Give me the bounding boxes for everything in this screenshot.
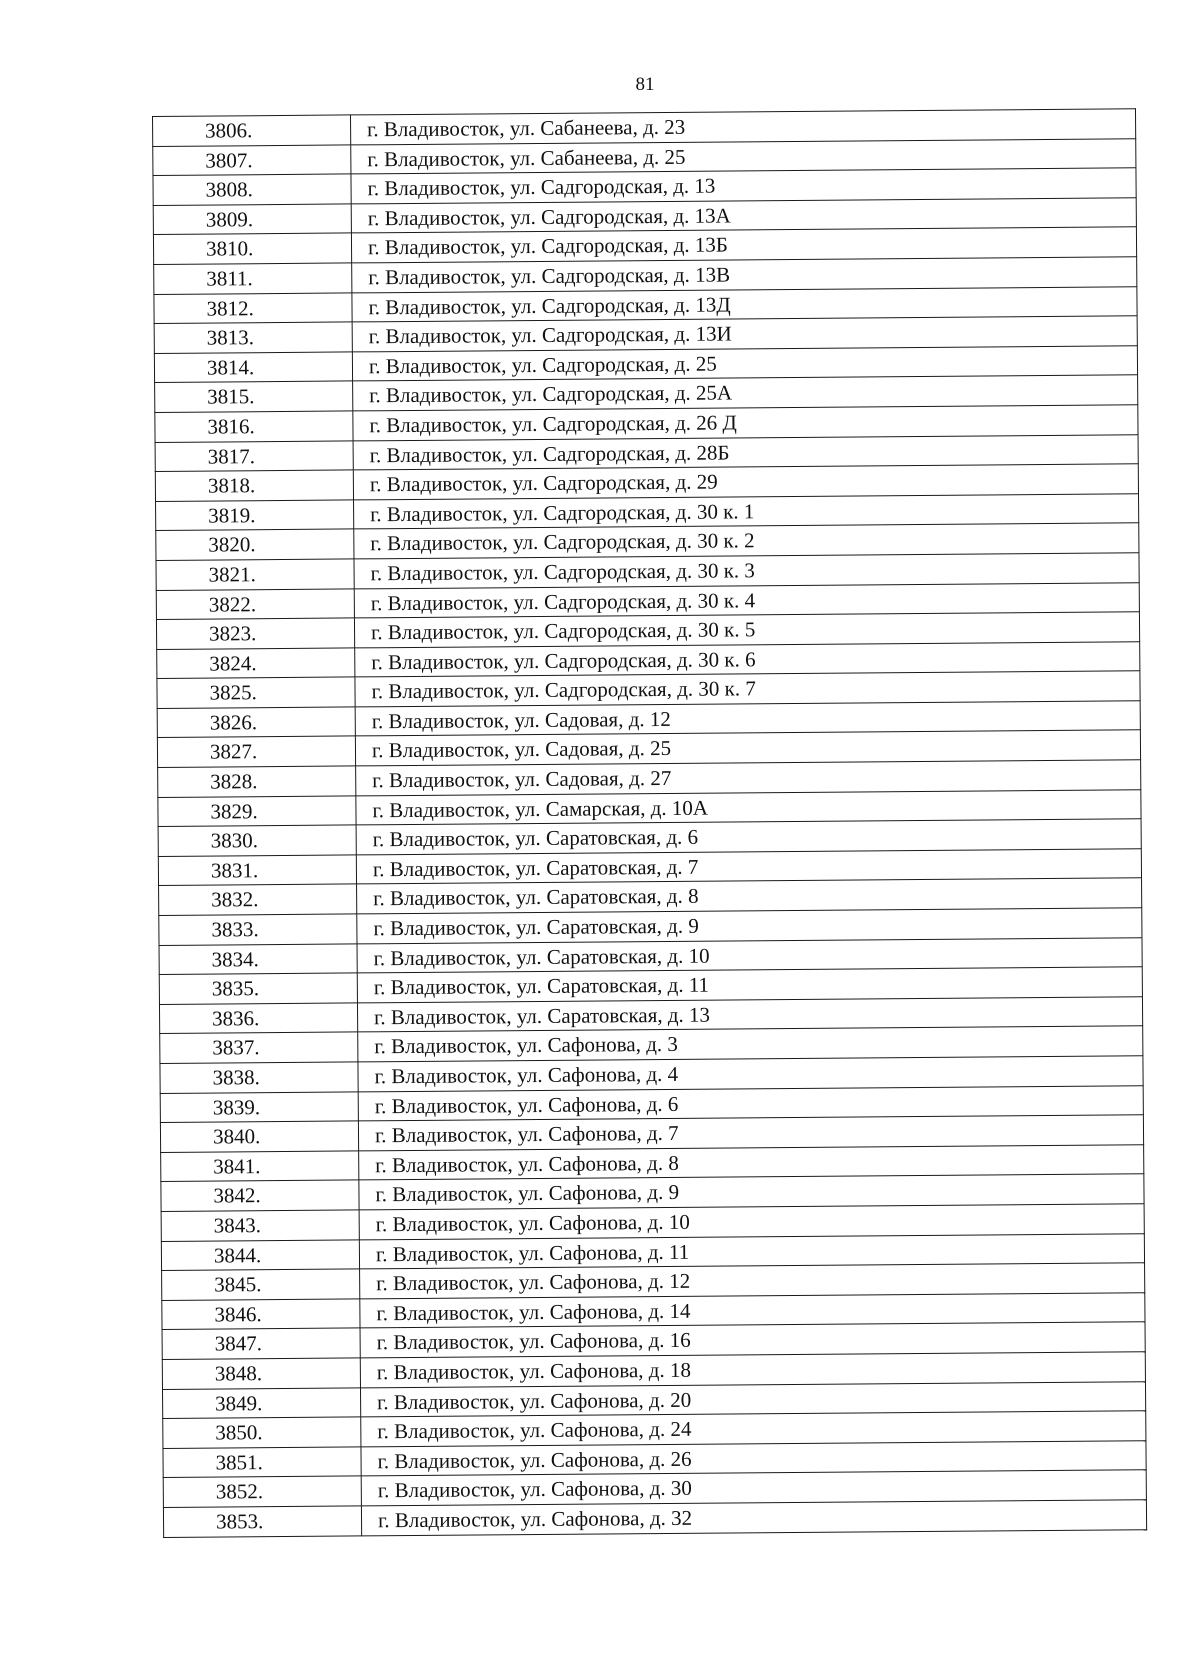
address-cell: г. Владивосток, ул. Сафонова, д. 14: [360, 1292, 1145, 1328]
address-cell: г. Владивосток, ул. Садгородская, д. 30 к. 6: [355, 641, 1140, 677]
address-cell: г. Владивосток, ул. Сафонова, д. 8: [359, 1145, 1144, 1181]
row-number-cell: 3821.: [156, 559, 354, 590]
row-number-cell: 3845.: [162, 1269, 360, 1300]
address-cell: г. Владивосток, ул. Саратовская, д. 8: [357, 878, 1142, 914]
row-number-cell: 3843.: [161, 1210, 359, 1241]
row-number-cell: 3809.: [153, 204, 351, 235]
address-table-body: [153, 109, 1147, 1537]
row-number-cell: 3844.: [161, 1239, 359, 1270]
address-cell: г. Владивосток, ул. Сафонова, д. 9: [359, 1174, 1144, 1210]
address-cell: г. Владивосток, ул. Сафонова, д. 6: [358, 1085, 1143, 1121]
address-cell: г. Владивосток, ул. Сафонова, д. 16: [360, 1322, 1145, 1358]
address-cell: г. Владивосток, ул. Садгородская, д. 26 Д: [353, 405, 1138, 441]
row-number-cell: 3838.: [160, 1062, 358, 1093]
address-cell: г. Владивосток, ул. Сабанеева, д. 23: [350, 109, 1135, 145]
address-cell: г. Владивосток, ул. Сафонова, д. 12: [360, 1263, 1145, 1299]
address-table: [152, 108, 1147, 1537]
address-cell: г. Владивосток, ул. Саратовская, д. 9: [357, 908, 1142, 944]
address-cell: г. Владивосток, ул. Сабанеева, д. 25: [351, 138, 1136, 174]
address-cell: г. Владивосток, ул. Садгородская, д. 25А: [353, 375, 1138, 411]
address-cell: г. Владивосток, ул. Саратовская, д. 11: [357, 967, 1142, 1003]
row-number-cell: 3852.: [163, 1476, 361, 1507]
address-cell: г. Владивосток, ул. Садгородская, д. 30 к. 3: [354, 553, 1139, 589]
row-number-cell: 3816.: [155, 411, 353, 442]
address-cell: г. Владивосток, ул. Саратовская, д. 7: [356, 849, 1141, 885]
row-number-cell: 3826.: [157, 707, 355, 738]
table-row: [163, 1500, 1146, 1537]
row-number-cell: 3831.: [158, 855, 356, 886]
address-cell: г. Владивосток, ул. Сафонова, д. 24: [361, 1411, 1146, 1447]
row-number-cell: 3820.: [156, 529, 354, 560]
address-cell: г. Владивосток, ул. Сафонова, д. 18: [360, 1352, 1145, 1388]
address-cell: г. Владивосток, ул. Садгородская, д. 30 к. 7: [355, 671, 1140, 707]
row-number-cell: 3817.: [155, 440, 353, 471]
address-cell: г. Владивосток, ул. Самарская, д. 10А: [356, 789, 1141, 825]
address-cell: г. Владивосток, ул. Сафонова, д. 11: [359, 1233, 1144, 1269]
row-number-cell: 3847.: [162, 1328, 360, 1359]
address-cell: г. Владивосток, ул. Сафонова, д. 3: [358, 1026, 1143, 1062]
address-cell: г. Владивосток, ул. Садгородская, д. 30 к. 1: [354, 493, 1139, 529]
row-number-cell: 3834.: [159, 944, 357, 975]
row-number-cell: 3829.: [158, 796, 356, 827]
address-cell: г. Владивосток, ул. Садовая, д. 27: [356, 760, 1141, 796]
address-cell: г. Владивосток, ул. Садгородская, д. 13Д: [352, 286, 1137, 322]
address-cell: г. Владивосток, ул. Садовая, д. 12: [355, 701, 1140, 737]
row-number-cell: 3836.: [159, 1003, 357, 1034]
address-cell: г. Владивосток, ул. Саратовская, д. 13: [357, 997, 1142, 1033]
row-number-cell: 3823.: [156, 618, 354, 649]
row-number-cell: 3818.: [155, 470, 353, 501]
address-cell: г. Владивосток, ул. Саратовская, д. 6: [356, 819, 1141, 855]
row-number-cell: 3839.: [160, 1092, 358, 1123]
row-number-cell: 3833.: [159, 914, 357, 945]
address-cell: г. Владивосток, ул. Садгородская, д. 29: [353, 464, 1138, 500]
row-number-cell: 3822.: [156, 588, 354, 619]
row-number-cell: 3814.: [154, 352, 352, 383]
row-number-cell: 3853.: [163, 1506, 361, 1537]
row-number-cell: 3832.: [159, 884, 357, 915]
row-number-cell: 3848.: [162, 1358, 360, 1389]
address-cell: г. Владивосток, ул. Садгородская, д. 30 к. 4: [354, 582, 1139, 618]
address-cell: г. Владивосток, ул. Садгородская, д. 13А: [351, 198, 1136, 234]
address-cell: г. Владивосток, ул. Сафонова, д. 30: [361, 1470, 1146, 1506]
address-cell: г. Владивосток, ул. Садовая, д. 25: [355, 730, 1140, 766]
row-number-cell: 3810.: [153, 233, 351, 264]
address-cell: г. Владивосток, ул. Саратовская, д. 10: [357, 937, 1142, 973]
row-number-cell: 3807.: [153, 145, 351, 176]
row-number-cell: 3828.: [158, 766, 356, 797]
address-cell: г. Владивосток, ул. Сафонова, д. 32: [361, 1500, 1146, 1536]
row-number-cell: 3806.: [153, 115, 351, 146]
row-number-cell: 3812.: [154, 292, 352, 323]
row-number-cell: 3811.: [154, 263, 352, 294]
address-cell: г. Владивосток, ул. Сафонова, д. 10: [359, 1204, 1144, 1240]
row-number-cell: 3824.: [157, 648, 355, 679]
address-cell: г. Владивосток, ул. Садгородская, д. 30 к. 5: [354, 612, 1139, 648]
address-cell: г. Владивосток, ул. Сафонова, д. 7: [358, 1115, 1143, 1151]
address-cell: г. Владивосток, ул. Сафонова, д. 4: [358, 1056, 1143, 1092]
address-cell: г. Владивосток, ул. Садгородская, д. 30 к. 2: [354, 523, 1139, 559]
row-number-cell: 3830.: [158, 825, 356, 856]
address-cell: г. Владивосток, ул. Сафонова, д. 26: [361, 1440, 1146, 1476]
row-number-cell: 3846.: [162, 1299, 360, 1330]
row-number-cell: 3815.: [155, 381, 353, 412]
row-number-cell: 3835.: [159, 973, 357, 1004]
row-number-cell: 3808.: [153, 174, 351, 205]
address-cell: г. Владивосток, ул. Сафонова, д. 20: [360, 1381, 1145, 1417]
row-number-cell: 3842.: [161, 1180, 359, 1211]
row-number-cell: 3841.: [161, 1151, 359, 1182]
row-number-cell: 3850.: [163, 1417, 361, 1448]
address-cell: г. Владивосток, ул. Садгородская, д. 13И: [352, 316, 1137, 352]
address-cell: г. Владивосток, ул. Садгородская, д. 13Б: [351, 227, 1136, 263]
row-number-cell: 3813.: [154, 322, 352, 353]
row-number-cell: 3851.: [163, 1447, 361, 1478]
row-number-cell: 3819.: [156, 500, 354, 531]
page-number: 81: [635, 74, 655, 95]
row-number-cell: 3837.: [160, 1032, 358, 1063]
address-cell: г. Владивосток, ул. Садгородская, д. 13: [351, 168, 1136, 204]
address-cell: г. Владивосток, ул. Садгородская, д. 13В: [352, 257, 1137, 293]
row-number-cell: 3849.: [162, 1387, 360, 1418]
row-number-cell: 3840.: [160, 1121, 358, 1152]
address-cell: г. Владивосток, ул. Садгородская, д. 28Б: [353, 434, 1138, 470]
address-cell: г. Владивосток, ул. Садгородская, д. 25: [352, 346, 1137, 382]
row-number-cell: 3825.: [157, 677, 355, 708]
row-number-cell: 3827.: [157, 736, 355, 767]
